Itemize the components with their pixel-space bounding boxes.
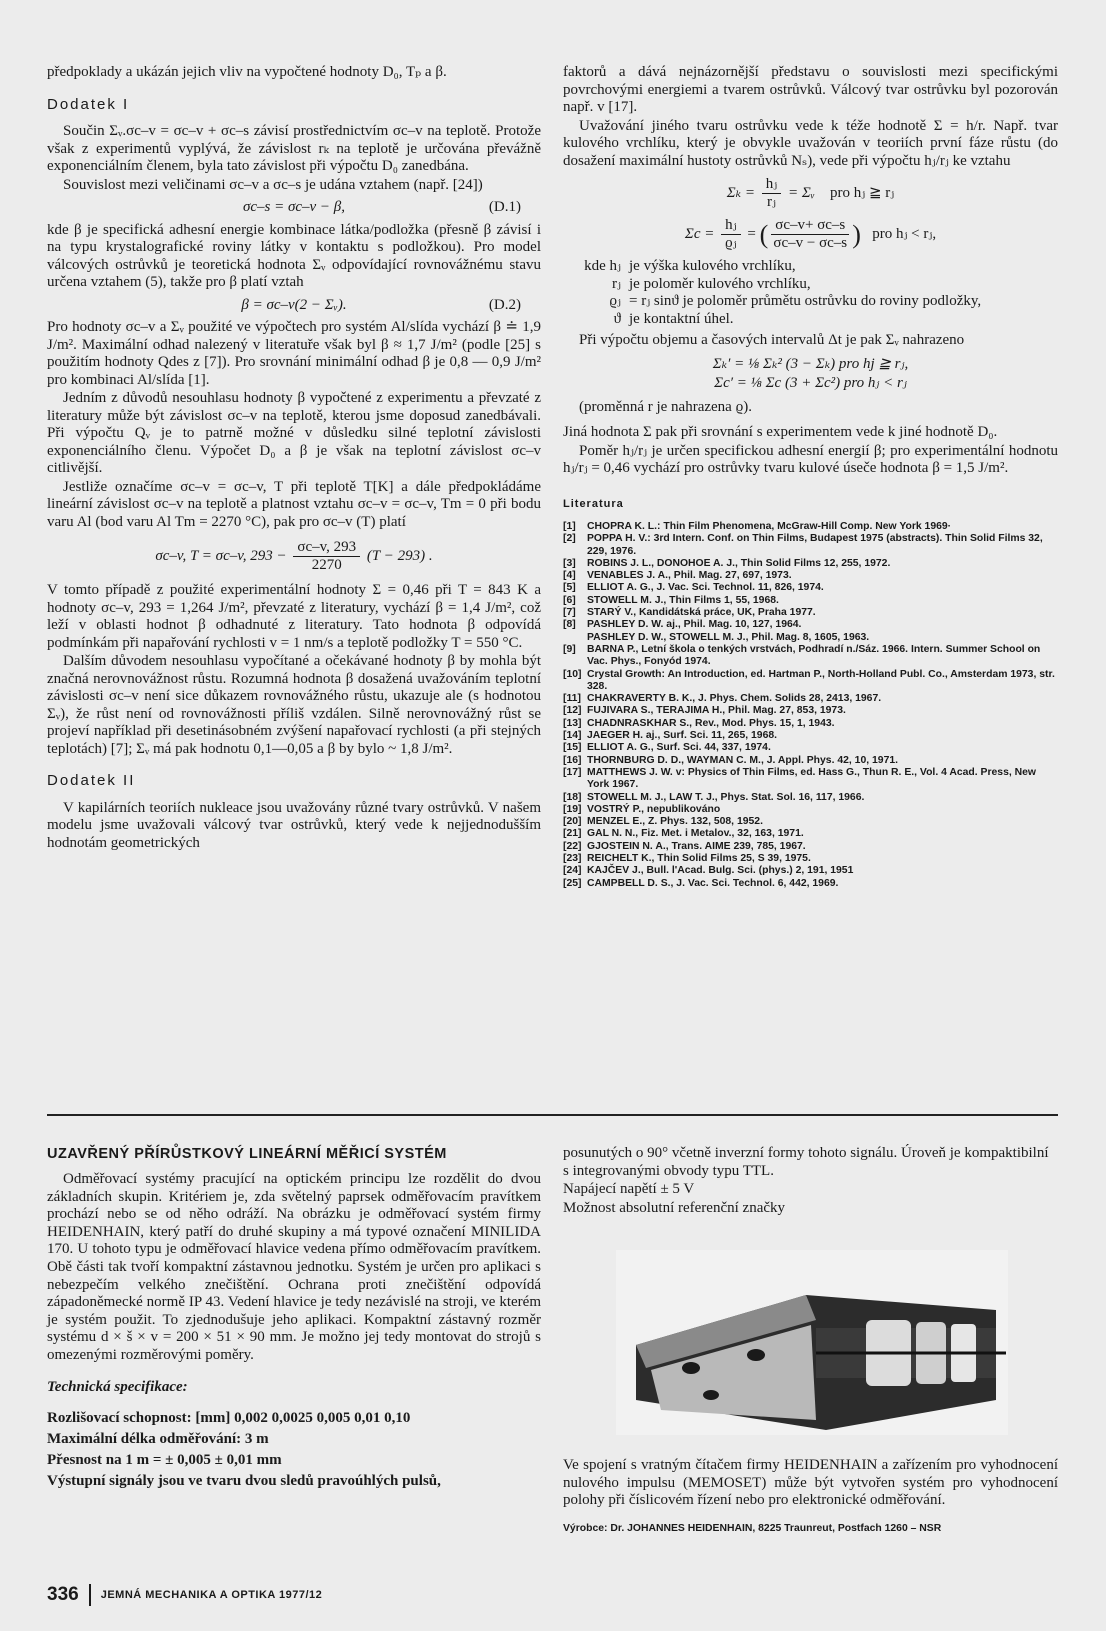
reference-item <box>563 792 1058 804</box>
paragraph: Souvislost mezi veličinami σc–v a σc–s je udána vztahem (např. [24]) <box>63 176 483 193</box>
reference-number: [18] <box>563 791 582 803</box>
spec-item: Přesnost na 1 m = ± 0,005 ± 0,01 mm <box>47 1452 282 1469</box>
section-divider <box>47 1114 1058 1116</box>
title-spacer <box>47 1145 541 1171</box>
reference-number: [19] <box>563 803 582 815</box>
reference-number: [17] <box>563 766 582 778</box>
article-right-column <box>563 1145 1058 1218</box>
reference-number: [22] <box>563 840 582 852</box>
left-column <box>47 64 541 853</box>
reference-number: [10] <box>563 668 582 680</box>
paragraph: Součin Σᵥ.σc–v = σc–v + σc–s závisí prostřednictvím σc–v na teplotě. Protože však z experimentů vyplývá, že závislost rₖ na teplotě je určována převážně exponenciálním členem, byla tato závislost při výpočtu D₀ zanedbána. <box>47 123 541 174</box>
definition-text: je výška kulového vrchlíku, <box>629 258 796 274</box>
measuring-system-image <box>616 1250 1008 1435</box>
spec-item: Maximální délka odměřování: 3 m <box>47 1431 269 1448</box>
reference-item <box>563 816 1058 828</box>
equation-number: (D.1) <box>488 199 521 215</box>
reference-item <box>563 828 1058 840</box>
footer-divider <box>89 1584 91 1606</box>
paragraph: Jiná hodnota Σ pak při srovnání s experimentem vede k jiné hodnotě D₀. <box>563 424 998 440</box>
right-column <box>563 64 1058 890</box>
equation-text: Σₖ = <box>726 184 756 201</box>
equation-sigma-k <box>563 176 1058 211</box>
reference-item <box>563 570 1058 582</box>
definition-item <box>563 311 1058 329</box>
equation-text: Σc′ = ⅛ Σc (3 + Σc²) pro hⱼ < rⱼ <box>714 375 907 391</box>
reference-item <box>563 632 1058 644</box>
tech-spec-heading: Technická specifikace: <box>47 1378 188 1395</box>
paragraph: Uvažování jiného tvaru ostrůvku vede k téže hodnotě Σ = h/r. Např. tvar kulového vrchlíku, který je obvykle uvažován v teoriích první fáze růstu (do dosažení maximální hustoty ostrůvků Nₛ), vede při výpočtu hⱼ/rⱼ ke vztahu <box>563 117 1058 169</box>
paragraph: Při výpočtu objemu a časových intervalů Δt je pak Σᵥ nahrazeno <box>579 332 965 348</box>
reference-number: [20] <box>563 816 582 828</box>
equation-temperature <box>47 539 541 574</box>
article-left-column <box>47 1145 541 1492</box>
paragraph: V kapilárních teoriích nukleace jsou uvažovány různé tvary ostrůvků. V našem modelu jsme uvažovali válcový tvar ostrůvků, který vede k nejjednodušším hodnotám geometrických <box>47 799 541 851</box>
reference-item <box>563 767 1058 792</box>
reference-number: [7] <box>563 607 576 619</box>
page-footer <box>47 1584 322 1606</box>
fraction <box>721 217 740 252</box>
reference-number <box>563 632 587 644</box>
paragraph: Poměr hⱼ/rⱼ je určen specifickou adhesní energií β; pro experimentální hodnotu hⱼ/rⱼ = 0,46 vychází pro ostrůvky tvaru kulové úseče hodnota β = 1,5 J/m². <box>563 442 1058 476</box>
fraction-numerator: σc–v+ σc–s <box>771 217 849 235</box>
photo-caption: Ve spojení s vratným čítačem firmy HEIDENHAIN a zařízením pro vyhodnocení nulového impulsu (MEMOSET) může být vytvořen systém pro vyhodnocení polohy při číslicovém řízení nebo pro elektronické odměřování. <box>563 1457 1058 1509</box>
page-number: 336 <box>47 1584 79 1605</box>
definition-item <box>563 276 1058 294</box>
spec-item: Výstupní signály jsou ve tvaru dvou sledů pravoúhlých pulsů, <box>47 1473 441 1490</box>
reference-item <box>563 865 1058 877</box>
paragraph: kde β je specifická adhesní energie kombinace látka/podložka (přesně β závisí i na typu krystalografické roviny látky v kontaktu s podložkou). Pro model válcových ostrůvků je teoretická hodnota Σᵥ odpovídající rovnovážnému stavu určena vztahem (5), takže pro β platí vztah <box>47 221 541 290</box>
fraction-denominator: ϱⱼ <box>725 235 737 251</box>
reference-item <box>563 533 1058 558</box>
reference-number: [25] <box>563 877 582 889</box>
reference-text: GJOSTEIN N. A., Trans. AIME 239, 785, 1967. <box>587 840 806 852</box>
reference-item <box>563 558 1058 570</box>
definition-symbol: ϱⱼ <box>609 293 621 309</box>
definition-text: = rⱼ sinϑ je poloměr průmětu ostrůvku do roviny podložky, <box>629 293 982 309</box>
reference-number: [8] <box>563 619 576 631</box>
reference-text: JAEGER H. aj., Surf. Sci. 11, 265, 1968. <box>587 730 778 742</box>
equation-number: (D.2) <box>488 296 521 313</box>
reference-number: [3] <box>563 557 576 569</box>
dodatek-2-heading: Dodatek II <box>47 772 136 789</box>
equation-sigma-c <box>563 217 1058 252</box>
reference-item <box>563 730 1058 742</box>
paragraph: Jestliže označíme σc–v = σc–v, T při teplotě T[K] a dále předpokládáme lineární závislost σc–v na teplotě a platnost vztahu σc–v = σc–v, Tm = 0 při bodu varu Al (bod varu Al Tm = 2270 °C), pak pro σc–v (T) platí <box>47 478 541 530</box>
supply-voltage: Napájecí napětí ± 5 V <box>563 1181 695 1198</box>
reference-number: [13] <box>563 717 582 729</box>
reference-number: [11] <box>563 693 581 705</box>
fraction-numerator: σc–v, 293 <box>293 539 360 557</box>
reference-text: CAMPBELL D. S., J. Vac. Sci. Technol. 6, 442, 1969. <box>587 877 839 889</box>
reference-item <box>563 669 1058 694</box>
reference-text: PASHLEY D. W. aj., Phil. Mag. 10, 127, 1964. <box>587 619 802 631</box>
reference-number: [2] <box>563 533 576 545</box>
reference-number: [6] <box>563 594 576 606</box>
equation-text: = <box>747 225 756 242</box>
reference-text: STOWELL M. J., Thin Films 1, 55, 1968. <box>587 594 779 606</box>
definition-symbol: kde hⱼ <box>584 258 621 274</box>
reference-number: [4] <box>563 570 576 582</box>
paragraph: Dalším důvodem nesouhlasu vypočítané a očekávané hodnoty β by mohla být značná nerovnovážnost růstu. Rozumná hodnota β dosažená uvažováním teplotní závislosti σc–v není sice důkazem rovnovážného růstu, ukazuje ale (s hodnotou Σᵥ), že růst není od rovnovážnosti příliš vzdálen. Silně nerovnovážný růst se projeví například při desetinásobném zvýšení napařovací rychlosti (a při stejných teplotách) [7]; Σᵥ má pak hodnotu 0,1—0,05 a β by bylo ~ 1,8 J/m². <box>47 653 541 757</box>
reference-text: MENZEL E., Z. Phys. 132, 508, 1952. <box>587 816 763 828</box>
reference-number: [1] <box>563 521 576 532</box>
article-title: UZAVŘENÝ PŘÍRŮSTKOVÝ LINEÁRNÍ MĚŘICÍ SYSTÉM <box>47 1146 447 1162</box>
reference-text: KAJČEV J., Bull. l'Acad. Bulg. Sci. (phys.) 2, 191, 1951 <box>587 865 854 877</box>
equation-condition: pro hⱼ < rⱼ, <box>872 225 937 242</box>
reference-text: PASHLEY D. W., STOWELL M. J., Phil. Mag. 8, 1605, 1963. <box>587 631 870 643</box>
manufacturer-line: Výrobce: Dr. JOHANNES HEIDENHAIN, 8225 Traunreut, Postfach 1260 – NSR <box>563 1522 942 1534</box>
fraction-denominator: σc–v − σc–s <box>773 235 848 251</box>
reference-text: REICHELT K., Thin Solid Films 25, S 39, 1975. <box>587 853 811 865</box>
reference-text: ELLIOT A. G., Surf. Sci. 44, 337, 1974. <box>587 742 771 754</box>
reference-text: CHADNRASKHAR S., Rev., Mod. Phys. 15, 1, 1943. <box>587 717 835 729</box>
reference-text: Crystal Growth: An Introduction, ed. Hartman P., North-Holland Publ. Co., Amsterdam 1973, str. 328. <box>587 668 1055 692</box>
reference-item <box>563 595 1058 607</box>
fraction-numerator: hⱼ <box>762 176 781 194</box>
definition-list <box>563 258 1058 328</box>
reference-mark-option: Možnost absolutní referenční značky <box>563 1199 786 1216</box>
definition-symbol: ϑ <box>613 310 621 327</box>
reference-text: CHAKRAVERTY B. K., J. Phys. Chem. Solids 28, 2413, 1967. <box>587 693 882 705</box>
equation-sigma-c-prime <box>563 375 1058 393</box>
equation-d1 <box>47 199 541 217</box>
paragraph: (proměnná r je nahrazena ϱ). <box>579 398 752 415</box>
equation-text: (T − 293) . <box>366 547 433 564</box>
equation-sigma-k-prime <box>563 356 1058 374</box>
equation-condition: pro hⱼ ≧ rⱼ <box>829 184 895 201</box>
equation-text: σc–s = σc–v − β, <box>242 199 346 215</box>
journal-name: JEMNÁ MECHANIKA A OPTIKA 1977/12 <box>100 1589 323 1601</box>
equation-text: σc–v, T = σc–v, 293 − <box>155 547 287 564</box>
paragraph: V tomto případě z použité experimentální hodnoty Σ = 0,46 při T = 843 K a hodnoty σc–v, 293 = 1,264 J/m², převzaté z literatury, vychází β = 1,4 J/m², což leží v oblasti hodnot β odhadnuté z literatury. Tato hodnota β odpovídá podmínkám při napařování rychlosti v = 1 nm/s a teplotě podložky T = 550 °C. <box>47 582 541 651</box>
reference-item <box>563 705 1058 717</box>
reference-item <box>563 742 1058 754</box>
paragraph: posunutých o 90° včetně inverzní formy tohoto signálu. Úroveň je kompaktibilní s integrovanými obvody typu TTL. <box>563 1145 1049 1179</box>
paragraph: Jedním z důvodů nesouhlasu hodnoty β vypočtené z experimentu a převzaté z literatury může být závislost σc–v na teplotě, kterou jsme doposud zanedbávali. Při výpočtu Qᵥ je to patrně možné v důsledku silné teplotní závislosti exponenciálního členu. Výpočet D₀ a β je však na teplotní závislost σc–v citlivější. <box>47 390 541 476</box>
reference-text: THORNBURG D. D., WAYMAN C. M., J. Appl. Phys. 42, 10, 1971. <box>587 754 899 766</box>
intro-text: předpoklady a ukázán jejich vliv na vypočtené hodnoty D₀, Tₚ a β. <box>47 64 447 80</box>
equation-text: β = σc–v(2 − Σᵥ). <box>241 296 347 313</box>
reference-number: [21] <box>563 828 582 840</box>
definition-text: je kontaktní úhel. <box>629 310 734 327</box>
reference-item <box>563 718 1058 730</box>
reference-item <box>563 619 1058 631</box>
caption-block <box>563 1457 1058 1537</box>
reference-item <box>563 693 1058 705</box>
product-photo <box>616 1250 1008 1435</box>
fraction <box>771 217 849 252</box>
fraction-denominator: 2270 <box>311 557 342 573</box>
reference-item <box>563 853 1058 865</box>
reference-number: [15] <box>563 742 582 754</box>
reference-text: ROBINS J. L., DONOHOE A. J., Thin Solid Films 12, 255, 1972. <box>587 557 891 569</box>
fraction-numerator: hⱼ <box>721 217 740 235</box>
reference-item <box>563 521 1058 533</box>
spec-item: Rozlišovací schopnost: [mm] 0,002 0,0025 0,005 0,01 0,10 <box>47 1410 411 1427</box>
reference-text: FUJIVARA S., TERAJIMA H., Phil. Mag. 27, 853, 1973. <box>587 705 846 717</box>
definition-item <box>563 258 1058 276</box>
reference-number: [14] <box>563 730 582 742</box>
reference-item <box>563 841 1058 853</box>
reference-item <box>563 607 1058 619</box>
definition-symbol: rⱼ <box>612 275 621 292</box>
literature-heading: Literatura <box>563 497 624 510</box>
reference-text: ELLIOT A. G., J. Vac. Sci. Technol. 11, 826, 1974. <box>587 582 824 594</box>
reference-text: STOWELL M. J., LAW T. J., Phys. Stat. Sol. 16, 117, 1966. <box>587 791 865 803</box>
reference-number: [24] <box>563 865 582 877</box>
fraction-denominator: rⱼ <box>767 194 776 210</box>
reference-number: [23] <box>563 853 582 865</box>
fraction <box>293 539 360 574</box>
reference-text: VENABLES J. A., Phil. Mag. 27, 697, 1973. <box>587 570 792 582</box>
equation-text: = Σᵥ <box>788 184 815 201</box>
reference-item <box>563 804 1058 816</box>
reference-text: BARNA P., Letní škola o tenkých vrstvách, Podhradí n./Sáz. 1966. Intern. Summer School on Vac. Phys., Fonyód 1974. <box>587 643 1041 668</box>
paragraph: Pro hodnoty σc–v a Σᵥ použité ve výpočtech pro systém Al/slída vychází β ≐ 1,9 J/m². Maximální odhad nalezený v literatuře však byl β ≈ 1,7 J/m² (podle [25] s použitím hodnoty Qdes z [7]). Pro srovnání minimální odhad β je 0,8 — 0,9 J/m² pro kombinaci Al/slída [1]. <box>47 319 541 388</box>
tech-spec-list <box>47 1408 541 1492</box>
equation-text: Σc = <box>684 225 715 242</box>
article-body: Odměřovací systémy pracující na optickém principu lze rozdělit do dvou základních skupin. Kritériem je, zda světelný paprsek odměřovacím pravítkem prochází nebo se od něho odráží. Na obrázku je odměřovací systém firmy HEIDENHAIN, který patří do druhé skupiny a má typové označení MINILIDA 170. U tohoto typu je odměřovací hlavice vedena přímo odměřovacím pravítkem. Obě části tak tvoří kompaktní zástavnou jednotku. Systém je určen pro aplikaci s nebezpečím velkého znečištění. Ochrana proti znečištění odpovídá západoněmecké normě IP 43. Vedení hlavice je tedy nezávislé na stroji, ve kterém je systém použit. To zjednodušuje jeho aplikaci. Kompaktní zástavný rozměr systému d × š × v = 200 × 51 × 90 mm. Je možno jej tedy montovat do strojů s omezenými rozměrovými poměry. <box>47 1171 541 1363</box>
definition-text: je poloměr kulového vrchlíku, <box>629 275 811 292</box>
reference-item <box>563 878 1058 890</box>
reference-text: CHOPRA K. L.: Thin Film Phenomena, McGraw-Hill Comp. New York 1969· <box>587 521 952 532</box>
reference-number: [12] <box>563 705 582 717</box>
fraction <box>762 176 781 211</box>
reference-number: [5] <box>563 582 576 594</box>
paren-open: ( <box>759 219 769 249</box>
reference-text: STARÝ V., Kandidátská práce, UK, Praha 1977. <box>587 607 816 619</box>
reference-text: GAL N. N., Fiz. Met. i Metalov., 32, 163, 1971. <box>587 828 804 840</box>
equation-text: Σₖ′ = ⅛ Σₖ² (3 − Σₖ) pro hj ≧ rⱼ, <box>712 355 909 372</box>
reference-list <box>563 521 1058 890</box>
reference-item <box>563 644 1058 669</box>
paren-close: ) <box>852 219 861 249</box>
definition-item <box>563 293 1058 311</box>
reference-text: POPPA H. V.: 3rd Intern. Conf. on Thin Films, Budapest 1975 (abstracts). Thin Solid Films 32, 229, 1976. <box>587 533 1043 557</box>
reference-text: VOSTRÝ P., nepublikováno <box>587 803 721 815</box>
reference-text: MATTHEWS J. W. v: Physics of Thin Films, ed. Hass G., Thun R. E., Vol. 4 Acad. Press, New York 1967. <box>587 766 1037 791</box>
reference-number: [9] <box>563 643 576 655</box>
dodatek-1-heading: Dodatek I <box>47 95 130 113</box>
equation-d2 <box>47 297 541 315</box>
reference-item <box>563 755 1058 767</box>
paragraph: faktorů a dává nejnázornější představu o souvislosti mezi specifickými povrchovými energiemi a tvarem ostrůvků. Válcový tvar ostrůvku byl pozorován např. v [17]. <box>563 64 1058 115</box>
reference-item <box>563 582 1058 594</box>
reference-number: [16] <box>563 754 582 766</box>
